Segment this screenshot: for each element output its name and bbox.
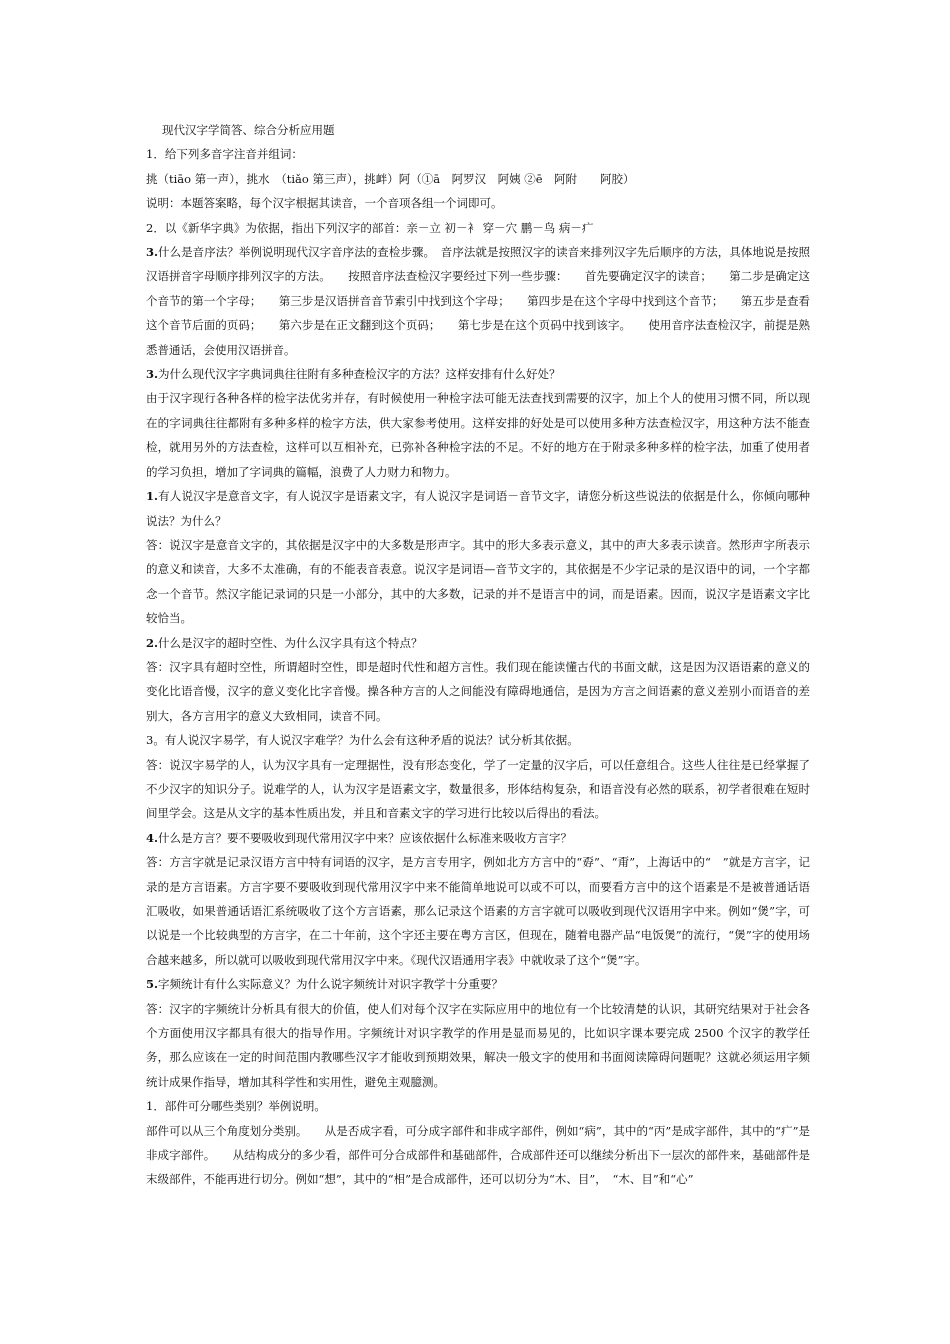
question-6-answer: 答：汉字具有超时空性，所谓超时空性，即是超时代性和超方言性。我们现在能读懂古代的书面文献，这是因为汉语语素的意义的变化比语音慢，汉字的意义变化比字音慢。操各种方言的人之间能没有障碍地通信，是因为方言之间语素的意义差别小而语音的差别大，各方言用字的意义大致相同，读音不同。 (146, 659, 810, 723)
question-9-answer: 答：汉字的字频统计分析具有很大的价值，使人们对每个汉字在实际应用中的地位有一个比较清楚的认识，其研究结果对于社会各个方面使用汉字都具有很大的指导作用。字频统计对识字教学的作用是显而易见的，比如识字课本要完成 2500 个汉字的教学任务，那么应该在一定的时间范围内教哪些汉字才能收到预期效果，解决一般文字的使用和书面阅读障碍问题呢？这就必须运用字频统计成果作指导，增加其科学性和实用性，避免主观臆测。 (146, 1001, 810, 1089)
question-9-title: 字频统计有什么实际意义？为什么说字频统计对识字教学十分重要？ (158, 977, 504, 992)
question-4-number: 3. (146, 367, 159, 382)
question-7: 3。有人说汉字易学，有人说汉字难学？为什么会有这种矛盾的说法？试分析其依据。 (146, 733, 579, 748)
question-5-number: 1. (146, 489, 159, 504)
question-2: 2．以《新华字典》为依据，指出下列汉字的部首：亲－立 初－衤 穿－穴 鹏－鸟 病－疒 (146, 220, 594, 235)
question-3-number: 3. (146, 245, 159, 260)
question-4-answer: 由于汉字现行各种各样的检字法优劣并存，有时候使用一种检字法可能无法查找到需要的汉字，加上个人的使用习惯不同，所以现在的字词典往往都附有多种多样的检字方法，供大家参考使用。这样安排的好处是可以使用多种方法查检汉字，用这种方法不能查检，就用另外的方法查检，这样可以互相补充，已弥补各种检字法的不足。不好的地方在于附录多种多样的检字法，加重了使用者的学习负担，增加了字词典的篇幅，浪费了人力财力和物力。 (146, 391, 810, 479)
question-10-answer: 部件可以从三个角度划分类别。 从是否成字看，可分成字部件和非成字部件，例如“病”，其中的“丙”是成字部件，其中的“疒”是非成字部件。 从结构成分的多少看，部件可分合成部件和基础部件，合成部件还可以继续分析出下一层次的部件来，基础部件是末级部件，不能再进行切分。例如“想”，其中的“相”是合成部件，还可以切分为“木、目”， “木、目”和“心” (146, 1123, 810, 1187)
question-3-answer: 音序法就是按照汉字的读音来排列汉字先后顺序的方法，具体地说是按照汉语拼音字母顺序排列汉字的方法。 按照音序法查检汉字要经过下列一些步骤： 首先要确定汉字的读音； 第二步是确定这个音节的第一个字母； 第三步是汉语拼音音节索引中找到这个字母； 第四步是在这个字母中找到这个音节； 第五步是查看这个音节后面的页码； 第六步是在正文翻到这个页码； 第七步是在这个页码中找到该字。 使用音序法查检汉字，前提是熟悉普通话，会使用汉语拼音。 (146, 245, 811, 357)
question-6-title: 什么是汉字的超时空性、为什么汉字具有这个特点？ (158, 635, 423, 650)
question-9-number: 5. (146, 977, 159, 992)
question-9 (146, 972, 810, 996)
question-5-title: 有人说汉字是意音文字，有人说汉字是语素文字，有人说汉字是词语－音节文字，请您分析这些说法的依据是什么，你倾向哪种说法？为什么？ (146, 489, 810, 528)
question-6-number: 2. (146, 635, 159, 650)
question-4-title: 为什么现代汉字字典词典往往附有多种查检汉字的方法？这样安排有什么好处？ (158, 367, 561, 382)
question-3 (146, 240, 810, 362)
question-7-answer: 答：说汉字易学的人，认为汉字具有一定理据性，没有形态变化，学了一定量的汉字后，可以任意组合。这些人往往是已经掌握了不少汉字的知识分子。说难学的人，认为汉字是语素文字，数量很多，形体结构复杂，和语音没有必然的联系，初学者很难在短时间里学会。这是从文字的基本性质出发，并且和音素文字的学习进行比较以后得出的看法。 (146, 757, 810, 821)
document-title: 现代汉字学简答、综合分析应用题 (162, 123, 335, 137)
question-3-title: 什么是音序法？举例说明现代汉字音序法的查检步骤。 (158, 245, 430, 260)
question-10: 1．部件可分哪些类别？举例说明。 (146, 1099, 326, 1114)
question-8-answer: 答：方言字就是记录汉语方言中特有词语的汉字，是方言专用字，例如北方方言中的“孬”、“甭”，上海话中的“ ”就是方言字，记录的是方言语素。方言字要不要吸收到现代常用汉字中来不能简单地说可以或不可以，而要看方言中的这个语素是不是被普通话语汇吸收，如果普通话语汇系统吸收了这个方言语素，那么记录这个语素的方言字就可以吸收到现代汉语用字中来。例如“煲”字，可以说是一个比较典型的方言字，在二十年前，这个字还主要在粤方言区，但现在，随着电器产品“电饭煲”的流行，“煲”字的使用场合越来越多，所以就可以吸收到现代常用汉字中来。《现代汉语通用字表》中就收录了这个“煲”字。 (146, 855, 810, 967)
question-8-number: 4. (146, 830, 159, 845)
question-1 (146, 142, 810, 166)
question-8-title: 什么是方言？要不要吸收到现代常用汉字中来？应该依据什么标准来吸收方言字？ (158, 830, 573, 845)
question-1-note: 说明：本题答案略，每个汉字根据其读音，一个音项各组一个词即可。 (146, 196, 503, 211)
question-1-text: 1．给下列多音字注音并组词： (146, 147, 303, 162)
question-8 (146, 826, 810, 850)
question-4 (146, 362, 810, 386)
document-page (146, 118, 810, 1192)
question-5-answer: 答：说汉字是意音文字的，其依据是汉字中的大多数是形声字。其中的形大多表示意义，其中的声大多表示读音。然形声字所表示的意义和读音，大多不太准确，有的不能表音表意。说汉字是词语—音节文字的，其依据是不少字记录的是汉语中的词，一个字都念一个音节。然汉字能记录词的只是一小部分，其中的大多数，记录的并不是语言中的词，而是语素。因而，说汉字是语素文字比较恰当。 (146, 537, 810, 626)
question-6 (146, 631, 810, 655)
question-5 (146, 484, 810, 533)
question-1-answer: 挑（tiāo 第一声），挑水 （tiǎo 第三声），挑衅）阿（①ā 阿罗汉 阿姨 ②ē 阿附 阿胶） (146, 171, 635, 186)
